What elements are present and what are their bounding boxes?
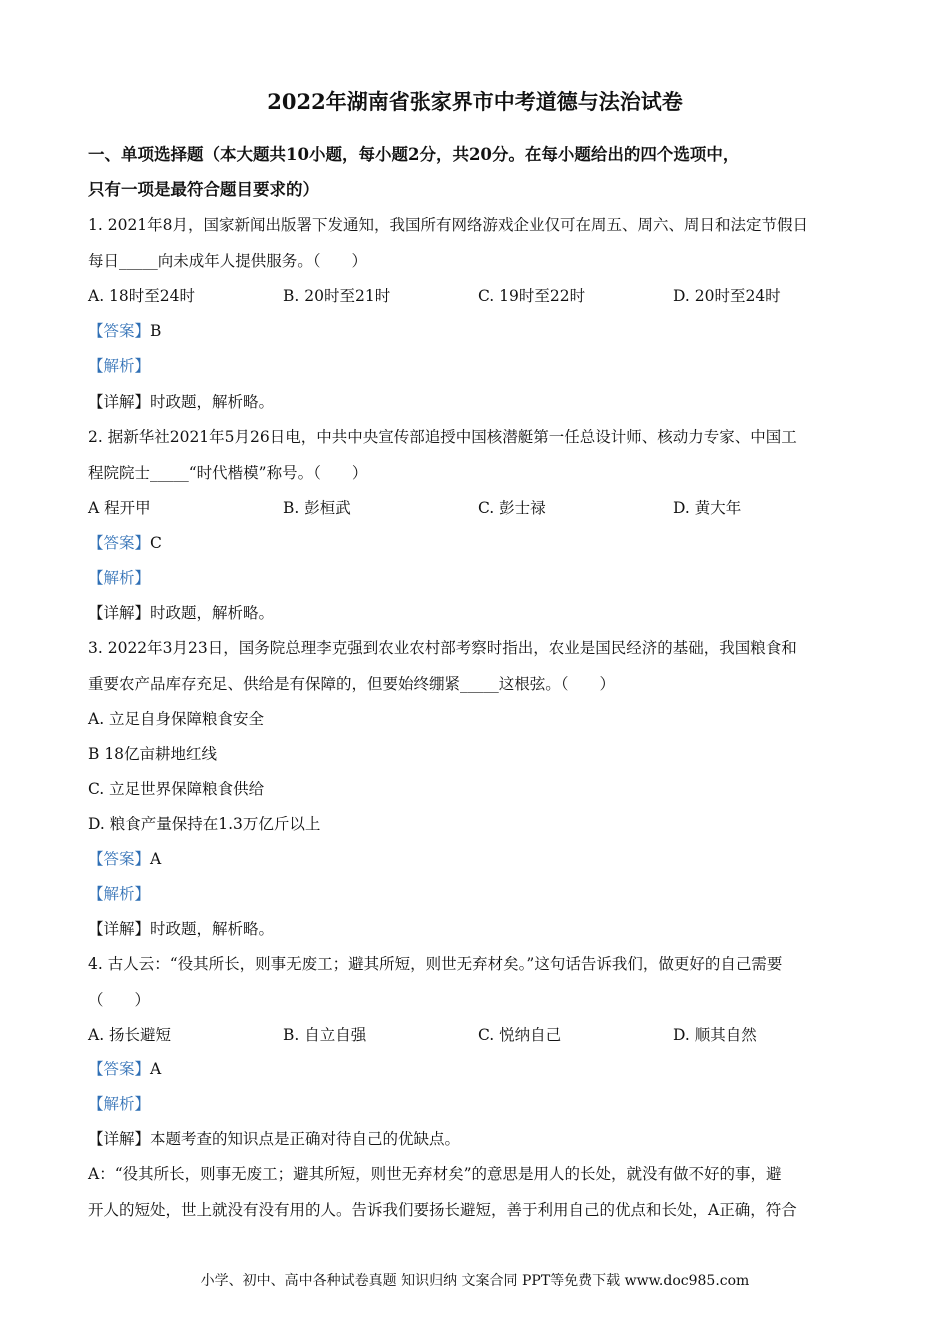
- q3-stem-line1: 3. 2022年3月23日，国务院总理李克强到农业农村部考察时指出，农业是国民经济的基础，我国粮食和: [88, 639, 797, 657]
- q3-option-a: A. 立足自身保障粮食安全: [88, 710, 265, 728]
- section-heading-line2: 只有一项是最符合题目要求的）: [88, 180, 319, 199]
- q4-options: [88, 1025, 878, 1045]
- q3-detail: [88, 919, 860, 939]
- q4-option-a: A. 扬长避短: [88, 1026, 172, 1044]
- answer-value: A: [150, 1060, 162, 1078]
- q1-options: [88, 286, 878, 306]
- q4-stem-line2: （ ）: [88, 991, 151, 1009]
- q1-answer: [88, 321, 860, 341]
- detail-text: 时政题，解析略。: [150, 393, 275, 411]
- detail-label: 【详解】: [88, 393, 151, 411]
- answer-value: A: [150, 850, 162, 868]
- q1-option-b: B. 20时至21时: [283, 287, 391, 305]
- q2-stem-line1: 2. 据新华社2021年5月26日电，中共中央宣传部追授中国核潜艇第一任总设计师、核动力专家、中国工: [88, 428, 797, 446]
- q3-analysis-label: 【解析】: [88, 885, 151, 903]
- q2-detail: [88, 603, 860, 623]
- q1-option-c: C. 19时至22时: [478, 287, 586, 305]
- q2-analysis-label: 【解析】: [88, 569, 151, 587]
- answer-value: B: [150, 322, 162, 340]
- q2-stem-line2: 程院院士_____“时代楷模”称号。（ ）: [88, 464, 368, 482]
- q2-option-b: B. 彭桓武: [283, 499, 351, 517]
- q3-option-b: B 18亿亩耕地红线: [88, 745, 218, 763]
- page-title: 2022年湖南省张家界市中考道德与法治试卷: [267, 89, 683, 114]
- q1-detail: [88, 392, 860, 412]
- answer-value: C: [150, 534, 162, 552]
- answer-label: 【答案】: [88, 322, 151, 340]
- answer-label: 【答案】: [88, 534, 151, 552]
- q4-stem-line1: 4. 古人云：“役其所长，则事无废工；避其所短，则世无弃材矣。”这句话告诉我们，做更好的自己需要: [88, 955, 783, 973]
- q4-option-b: B. 自立自强: [283, 1026, 367, 1044]
- q2-option-c: C. 彭士禄: [478, 499, 546, 517]
- q3-answer: [88, 849, 860, 869]
- q4-option-d: D. 顺其自然: [673, 1026, 757, 1044]
- q3-option-c: C. 立足世界保障粮食供给: [88, 780, 265, 798]
- q2-options: [88, 498, 878, 518]
- q4-option-c: C. 悦纳自己: [478, 1026, 562, 1044]
- q4-explain-line2: 开人的短处，世上就没有没有用的人。告诉我们要扬长避短，善于利用自己的优点和长处，A正确，符合: [88, 1201, 797, 1219]
- detail-label: 【详解】: [88, 920, 151, 938]
- q2-answer: [88, 533, 860, 553]
- q4-analysis-label: 【解析】: [88, 1095, 151, 1113]
- q3-stem-line2: 重要农产品库存充足、供给是有保障的，但要始终绷紧_____这根弦。（ ）: [88, 675, 616, 693]
- detail-text: 本题考查的知识点是正确对待自己的优缺点。: [150, 1130, 461, 1148]
- q4-detail: [88, 1129, 860, 1149]
- detail-label: 【详解】: [88, 1130, 151, 1148]
- q2-option-d: D. 黄大年: [673, 499, 742, 517]
- page-footer: 小学、初中、高中各种试卷真题 知识归纳 文案合同 PPT等免费下载 www.doc985.com: [200, 1273, 750, 1289]
- detail-label: 【详解】: [88, 604, 151, 622]
- q1-option-d: D. 20时至24时: [673, 287, 781, 305]
- detail-text: 时政题，解析略。: [150, 920, 275, 938]
- detail-text: 时政题，解析略。: [150, 604, 275, 622]
- q4-answer: [88, 1059, 860, 1079]
- q1-analysis-label: 【解析】: [88, 357, 151, 375]
- q2-option-a: A 程开甲: [88, 499, 151, 517]
- q1-option-a: A. 18时至24时: [88, 287, 195, 305]
- q1-stem-line2: 每日_____向未成年人提供服务。（ ）: [88, 252, 368, 270]
- section-heading-line1: 一、单项选择题（本大题共10小题，每小题2分，共20分。在每小题给出的四个选项中，: [88, 145, 740, 164]
- q3-option-d: D. 粮食产量保持在1.3万亿斤以上: [88, 815, 321, 833]
- q1-stem-line1: 1. 2021年8月，国家新闻出版署下发通知，我国所有网络游戏企业仅可在周五、周六、周日和法定节假日: [88, 216, 809, 234]
- q4-explain-line1: A：“役其所长，则事无废工；避其所短，则世无弃材矣”的意思是用人的长处，就没有做不好的事，避: [88, 1165, 782, 1183]
- answer-label: 【答案】: [88, 850, 151, 868]
- answer-label: 【答案】: [88, 1060, 151, 1078]
